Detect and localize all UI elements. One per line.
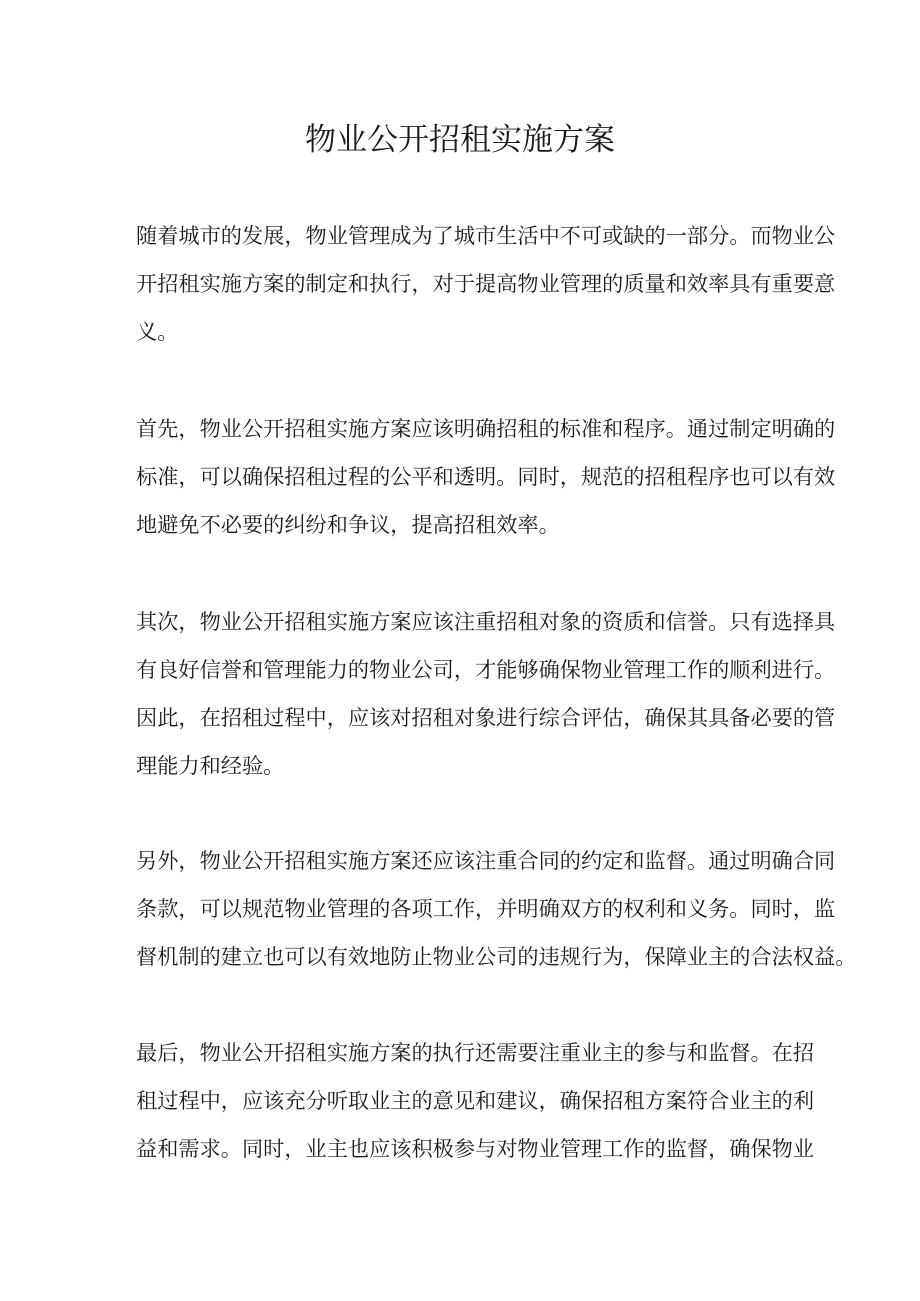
paragraph-second <box>136 598 836 790</box>
paragraph-line: 随着城市的发展，物业管理成为了城市生活中不可或缺的一部分。而物业公 <box>136 223 836 248</box>
paragraph-line: 标准，可以确保招租过程的公平和透明。同时，规范的招租程序也可以有效 <box>136 464 836 489</box>
paragraph-first <box>136 405 836 549</box>
paragraph-line: 租过程中，应该充分听取业主的意见和建议，确保招租方案符合业主的利 <box>136 1088 815 1113</box>
paragraph-line: 其次，物业公开招租实施方案应该注重招租对象的资质和信誉。只有选择具 <box>136 609 836 634</box>
paragraph-line: 条款，可以规范物业管理的各项工作，并明确双方的权利和义务。同时，监 <box>136 896 836 921</box>
paragraph-line: 理能力和经验。 <box>136 753 285 778</box>
paragraph-line: 督机制的建立也可以有效地防止物业公司的违规行为，保障业主的合法权益。 <box>136 944 857 969</box>
document-title: 物业公开招租实施方案 <box>305 122 615 158</box>
paragraph-line: 益和需求。同时，业主也应该积极参与对物业管理工作的监督，确保物业 <box>136 1136 815 1161</box>
paragraph-last <box>136 1029 815 1173</box>
paragraph-line: 另外，物业公开招租实施方案还应该注重合同的约定和监督。通过明确合同 <box>136 848 836 873</box>
paragraph-line: 有良好信誉和管理能力的物业公司，才能够确保物业管理工作的顺利进行。 <box>136 657 836 682</box>
paragraph-third <box>136 837 857 981</box>
paragraph-line: 义。 <box>136 319 179 344</box>
paragraph-intro <box>136 212 836 356</box>
paragraph-line: 因此，在招租过程中，应该对招租对象进行综合评估，确保其具备必要的管 <box>136 705 836 730</box>
paragraph-line: 最后，物业公开招租实施方案的执行还需要注重业主的参与和监督。在招 <box>136 1040 815 1065</box>
paragraph-line: 首先，物业公开招租实施方案应该明确招租的标准和程序。通过制定明确的 <box>136 416 836 441</box>
paragraph-line: 地避免不必要的纠纷和争议，提高招租效率。 <box>136 512 560 537</box>
paragraph-line: 开招租实施方案的制定和执行，对于提高物业管理的质量和效率具有重要意 <box>136 271 836 296</box>
